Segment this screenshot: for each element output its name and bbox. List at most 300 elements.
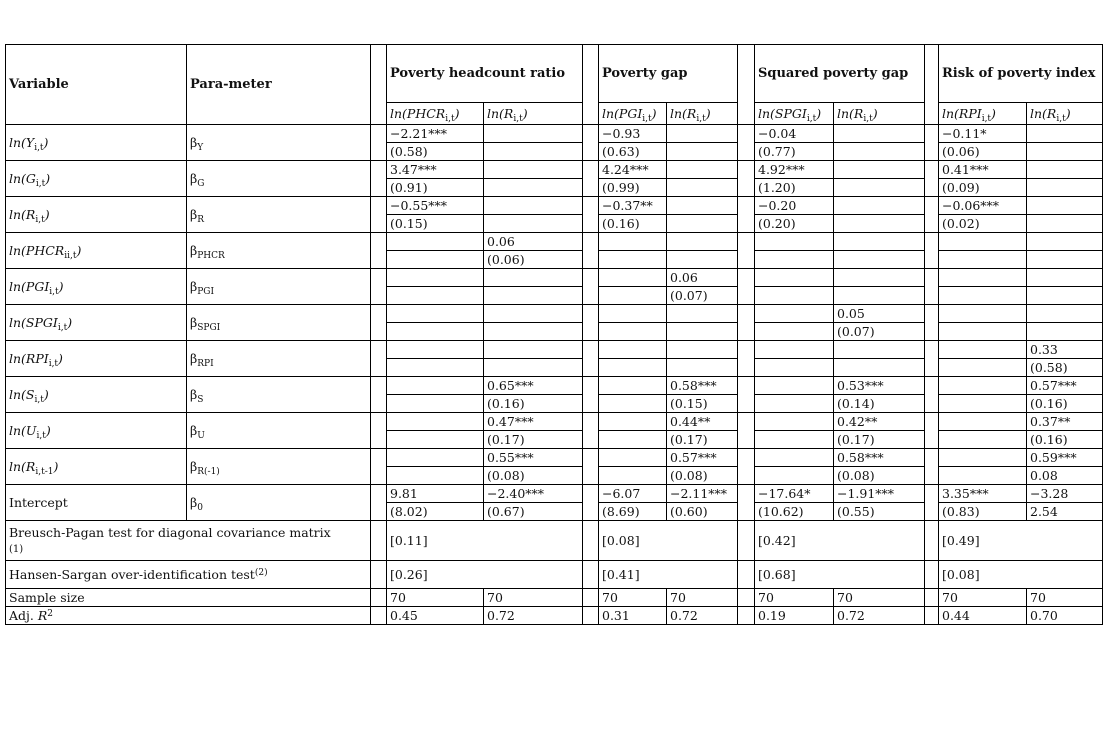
coefficient-cell	[599, 233, 667, 251]
variable-index: ii,t	[64, 251, 77, 261]
coefficient-cell	[387, 413, 484, 431]
std-error-cell	[834, 215, 925, 233]
stat-value: 0.45	[387, 607, 484, 625]
std-error-cell: (0.16)	[1027, 395, 1103, 413]
variable-close: )	[43, 387, 49, 402]
coefficient-cell	[755, 269, 834, 287]
std-error-cell: (0.20)	[755, 215, 834, 233]
parameter-symbol: $\beta_{R(-1)}$	[187, 449, 371, 485]
coefficient-cell	[1027, 305, 1103, 323]
std-error-cell	[1027, 251, 1103, 269]
column-separator	[738, 561, 755, 589]
column-separator	[371, 561, 387, 589]
coefficient-cell	[599, 449, 667, 467]
std-error-cell	[667, 251, 738, 269]
sample-size-text: Sample size	[9, 590, 85, 605]
adj-r2-sup: 2	[47, 609, 54, 619]
coefficient-cell: 9.81	[387, 485, 484, 503]
std-error-cell	[484, 359, 583, 377]
column-subheader: $\ln(PGI_{i,t})$	[599, 103, 667, 125]
column-separator	[371, 305, 387, 341]
stat-value: 70	[387, 589, 484, 607]
stat-value: 0.72	[834, 607, 925, 625]
stat-value: 70	[834, 589, 925, 607]
std-error-cell: (0.16)	[599, 215, 667, 233]
coefficient-cell	[484, 341, 583, 359]
column-separator	[925, 269, 939, 305]
parameter-index: Y	[197, 143, 204, 153]
coefficient-cell: 0.59***	[1027, 449, 1103, 467]
coefficient-cell	[755, 305, 834, 323]
coefficient-cell: −0.04	[755, 125, 834, 143]
coefficient-cell	[599, 341, 667, 359]
stat-value: 70	[755, 589, 834, 607]
coefficient-cell	[834, 269, 925, 287]
coefficient-cell: 0.06	[667, 269, 738, 287]
std-error-cell: (0.02)	[939, 215, 1027, 233]
std-error-cell: (0.09)	[939, 179, 1027, 197]
column-subheader: $\ln(SPGI_{i,t})$	[755, 103, 834, 125]
std-error-cell	[667, 215, 738, 233]
intercept-label: Intercept	[6, 485, 187, 521]
column-separator	[583, 607, 599, 625]
column-separator	[738, 161, 755, 197]
column-separator	[583, 449, 599, 485]
table-row	[6, 485, 1103, 503]
sample-size-row-label	[6, 589, 371, 607]
coefficient-cell: 0.65***	[484, 377, 583, 395]
variable-base: ln(PHCR	[9, 243, 65, 258]
column-separator	[371, 45, 387, 125]
std-error-cell	[834, 251, 925, 269]
std-error-cell: (0.17)	[667, 431, 738, 449]
std-error-cell: (0.08)	[667, 467, 738, 485]
stat-value: 70	[667, 589, 738, 607]
coefficient-cell: 0.06	[484, 233, 583, 251]
column-separator	[583, 125, 599, 161]
coefficient-cell: −0.11*	[939, 125, 1027, 143]
column-separator	[371, 197, 387, 233]
adj-r2-row	[6, 607, 1103, 625]
std-error-cell: 0.08	[1027, 467, 1103, 485]
coefficient-cell	[755, 449, 834, 467]
column-subheader: $\ln(R_{i,t})$	[834, 103, 925, 125]
parameter-symbol: $\beta_{PHCR}$	[187, 233, 371, 269]
group-header: Risk of poverty index	[939, 45, 1103, 103]
coefficient-cell: 0.58***	[834, 449, 925, 467]
column-separator	[583, 485, 599, 521]
parameter-symbol: $\beta_S$	[187, 377, 371, 413]
coefficient-cell	[387, 449, 484, 467]
std-error-cell: (0.06)	[939, 143, 1027, 161]
column-separator	[583, 305, 599, 341]
std-error-cell: (0.16)	[484, 395, 583, 413]
column-separator	[583, 521, 599, 561]
std-error-cell	[834, 359, 925, 377]
coefficient-cell: 0.53***	[834, 377, 925, 395]
column-separator	[371, 449, 387, 485]
std-error-cell	[387, 395, 484, 413]
test-p-value: [0.68]	[755, 561, 925, 589]
parameter-index: R(-1)	[197, 467, 220, 477]
test-p-value: [0.11]	[387, 521, 583, 561]
std-error-cell: (0.16)	[1027, 431, 1103, 449]
parameter-index: PHCR	[197, 251, 225, 261]
table-row	[6, 341, 1103, 359]
test-p-value: [0.08]	[939, 561, 1103, 589]
subheader-var: ln(R	[1030, 106, 1057, 121]
table-row	[6, 305, 1103, 323]
coefficient-cell: −2.11***	[667, 485, 738, 503]
column-separator	[925, 521, 939, 561]
column-separator	[925, 589, 939, 607]
column-separator	[583, 561, 599, 589]
std-error-cell: (8.69)	[599, 503, 667, 521]
hansen-sargan-row-label	[6, 561, 371, 589]
column-separator	[371, 233, 387, 269]
parameter-index: R	[197, 215, 205, 225]
column-subheader: $\ln(PHCR_{i,t})$	[387, 103, 484, 125]
stat-value: 70	[484, 589, 583, 607]
subheader-var: ln(R	[670, 106, 697, 121]
std-error-cell	[387, 467, 484, 485]
table-row	[6, 449, 1103, 467]
group-header: Squared poverty gap	[755, 45, 925, 103]
column-separator	[925, 197, 939, 233]
column-separator	[371, 161, 387, 197]
variable-close: )	[45, 423, 51, 438]
coefficient-cell	[834, 125, 925, 143]
header-parameter: Para-meter	[187, 45, 371, 125]
column-separator	[925, 561, 939, 589]
coefficient-cell	[484, 161, 583, 179]
variable-base: ln(SPGI	[9, 315, 58, 330]
subheader-var: ln(R	[487, 106, 514, 121]
coefficient-cell	[484, 125, 583, 143]
column-separator	[738, 485, 755, 521]
coefficient-cell: 0.47***	[484, 413, 583, 431]
test-p-value: [0.42]	[755, 521, 925, 561]
std-error-cell: (0.17)	[834, 431, 925, 449]
column-separator	[738, 341, 755, 377]
column-separator	[738, 413, 755, 449]
coefficient-cell	[834, 341, 925, 359]
variable-name	[6, 197, 187, 233]
coefficient-cell	[667, 161, 738, 179]
coefficient-cell: −6.07	[599, 485, 667, 503]
variable-close: )	[67, 315, 73, 330]
table-row	[6, 161, 1103, 179]
column-separator	[583, 161, 599, 197]
coefficient-cell	[667, 125, 738, 143]
coefficient-cell	[939, 341, 1027, 359]
coefficient-cell: 0.57***	[1027, 377, 1103, 395]
std-error-cell	[599, 467, 667, 485]
column-subheader: $\ln(RPI_{i,t})$	[939, 103, 1027, 125]
table-row	[6, 197, 1103, 215]
std-error-cell	[599, 431, 667, 449]
coefficient-cell: 0.05	[834, 305, 925, 323]
std-error-cell	[1027, 143, 1103, 161]
parameter-symbol: $\beta_Y$	[187, 125, 371, 161]
coefficient-cell	[599, 377, 667, 395]
coefficient-cell: −0.06***	[939, 197, 1027, 215]
coefficient-cell	[667, 197, 738, 215]
breusch-pagan-row	[6, 521, 1103, 561]
hansen-sargan-row-note: (2)	[254, 568, 268, 578]
subheader-index: i,t	[1056, 114, 1066, 124]
subheader-index: i,t	[981, 114, 992, 124]
test-p-value: [0.08]	[599, 521, 738, 561]
variable-index: i,t	[49, 287, 59, 297]
coefficient-cell	[834, 197, 925, 215]
variable-base: ln(R	[9, 207, 36, 222]
coefficient-cell	[484, 197, 583, 215]
std-error-cell	[667, 179, 738, 197]
std-error-cell: (0.67)	[484, 503, 583, 521]
variable-index: i,t	[34, 143, 44, 153]
column-separator	[371, 413, 387, 449]
std-error-cell	[939, 323, 1027, 341]
column-separator	[925, 161, 939, 197]
column-separator	[583, 377, 599, 413]
column-separator	[371, 269, 387, 305]
column-separator	[371, 589, 387, 607]
std-error-cell: (0.15)	[387, 215, 484, 233]
stat-value: 70	[1027, 589, 1103, 607]
coefficient-cell: 0.33	[1027, 341, 1103, 359]
coefficient-cell: −3.28	[1027, 485, 1103, 503]
variable-name	[6, 341, 187, 377]
column-subheader: $\ln(R_{i,t})$	[484, 103, 583, 125]
coefficient-cell	[834, 161, 925, 179]
std-error-cell: (0.77)	[755, 143, 834, 161]
std-error-cell: (0.08)	[834, 467, 925, 485]
group-header: Poverty gap	[599, 45, 738, 103]
variable-close: )	[58, 351, 63, 366]
std-error-cell	[667, 143, 738, 161]
table-row	[6, 269, 1103, 287]
coefficient-cell	[387, 269, 484, 287]
subheader-index: i,t	[806, 114, 817, 124]
coefficient-cell: −0.55***	[387, 197, 484, 215]
test-p-value: [0.26]	[387, 561, 583, 589]
column-separator	[738, 377, 755, 413]
column-separator	[371, 607, 387, 625]
column-separator	[925, 125, 939, 161]
variable-name	[6, 161, 187, 197]
std-error-cell: (8.02)	[387, 503, 484, 521]
adj-r2-prefix: Adj.	[9, 608, 38, 623]
column-separator	[925, 485, 939, 521]
header-variable: Variable	[6, 45, 187, 125]
coefficient-cell: 3.47***	[387, 161, 484, 179]
variable-close: )	[76, 243, 82, 258]
coefficient-cell	[599, 269, 667, 287]
column-separator	[371, 125, 387, 161]
coefficient-cell: 0.55***	[484, 449, 583, 467]
coefficient-cell	[939, 413, 1027, 431]
coefficient-cell: 3.35***	[939, 485, 1027, 503]
std-error-cell: (0.58)	[1027, 359, 1103, 377]
std-error-cell	[755, 431, 834, 449]
coefficient-cell	[599, 305, 667, 323]
std-error-cell: (0.60)	[667, 503, 738, 521]
stat-value: 0.72	[667, 607, 738, 625]
std-error-cell: (0.55)	[834, 503, 925, 521]
parameter-symbol: $\beta_U$	[187, 413, 371, 449]
column-separator	[925, 45, 939, 125]
coefficient-cell	[939, 377, 1027, 395]
sample-size-row	[6, 589, 1103, 607]
stat-value: 0.31	[599, 607, 667, 625]
test-p-value: [0.41]	[599, 561, 738, 589]
std-error-cell: 2.54	[1027, 503, 1103, 521]
column-separator	[738, 233, 755, 269]
std-error-cell: (1.20)	[755, 179, 834, 197]
column-separator	[371, 341, 387, 377]
coefficient-cell	[1027, 233, 1103, 251]
coefficient-cell: −0.37**	[599, 197, 667, 215]
variable-base: ln(RPI	[9, 351, 49, 366]
std-error-cell: (0.17)	[484, 431, 583, 449]
coefficient-cell: 0.42**	[834, 413, 925, 431]
subheader-index: i,t	[445, 114, 455, 124]
parameter-symbol: $\beta_{RPI}$	[187, 341, 371, 377]
coefficient-cell: 4.24***	[599, 161, 667, 179]
stat-value: 0.44	[939, 607, 1027, 625]
std-error-cell	[939, 467, 1027, 485]
column-separator	[738, 589, 755, 607]
std-error-cell: (0.06)	[484, 251, 583, 269]
column-separator	[925, 607, 939, 625]
std-error-cell	[755, 287, 834, 305]
std-error-cell: (0.91)	[387, 179, 484, 197]
variable-close: )	[44, 207, 50, 222]
variable-index: i,t-1	[35, 467, 54, 477]
regression-results-table	[5, 44, 1103, 625]
variable-close: )	[58, 279, 64, 294]
subheader-var: ln(PGI	[602, 106, 643, 121]
column-separator	[738, 125, 755, 161]
stat-value: 70	[599, 589, 667, 607]
hansen-sargan-row	[6, 561, 1103, 589]
std-error-cell	[1027, 215, 1103, 233]
std-error-cell	[387, 359, 484, 377]
parameter-index: PGI	[197, 287, 215, 297]
variable-index: i,t	[36, 431, 46, 441]
coefficient-cell	[484, 305, 583, 323]
variable-base: ln(S	[9, 387, 35, 402]
variable-index: i,t	[57, 323, 68, 333]
column-separator	[738, 45, 755, 125]
parameter-symbol: $\beta_R$	[187, 197, 371, 233]
std-error-cell	[755, 467, 834, 485]
coefficient-cell: −1.91***	[834, 485, 925, 503]
coefficient-cell: 0.57***	[667, 449, 738, 467]
coefficient-cell	[939, 269, 1027, 287]
coefficient-cell	[1027, 197, 1103, 215]
coefficient-cell	[834, 233, 925, 251]
variable-base: ln(G	[9, 171, 36, 186]
column-separator	[925, 233, 939, 269]
hansen-sargan-row-text: Hansen-Sargan over-identification test	[9, 567, 255, 582]
std-error-cell	[387, 251, 484, 269]
std-error-cell: (0.07)	[667, 287, 738, 305]
column-separator	[371, 521, 387, 561]
variable-name	[6, 377, 187, 413]
std-error-cell	[939, 287, 1027, 305]
parameter-symbol: $\beta_G$	[187, 161, 371, 197]
std-error-cell: (0.14)	[834, 395, 925, 413]
subheader-index: i,t	[863, 114, 873, 124]
parameter-index: 0	[197, 503, 203, 513]
std-error-cell	[667, 323, 738, 341]
std-error-cell	[834, 287, 925, 305]
adj-r2-row-label	[6, 607, 371, 625]
parameter-index: SPGI	[197, 323, 221, 333]
std-error-cell	[939, 251, 1027, 269]
subheader-var: ln(RPI	[942, 106, 982, 121]
subheader-index: i,t	[642, 114, 652, 124]
coefficient-cell: −2.40***	[484, 485, 583, 503]
coefficient-cell	[755, 341, 834, 359]
parameter-index: U	[197, 431, 205, 441]
coefficient-cell	[484, 269, 583, 287]
variable-index: i,t	[34, 395, 44, 405]
coefficient-cell: −17.64*	[755, 485, 834, 503]
subheader-var: ln(SPGI	[758, 106, 807, 121]
variable-index: i,t	[48, 359, 59, 369]
parameter-symbol: $\beta_{SPGI}$	[187, 305, 371, 341]
std-error-cell	[484, 215, 583, 233]
group-header: Poverty headcount ratio	[387, 45, 583, 103]
coefficient-cell: −2.21***	[387, 125, 484, 143]
variable-name	[6, 125, 187, 161]
coefficient-cell	[667, 233, 738, 251]
variable-name	[6, 233, 187, 269]
coefficient-cell: 0.58***	[667, 377, 738, 395]
coefficient-cell	[667, 305, 738, 323]
std-error-cell	[599, 251, 667, 269]
coefficient-cell	[755, 233, 834, 251]
column-separator	[738, 305, 755, 341]
breusch-pagan-row-label	[6, 521, 371, 561]
coefficient-cell: 0.41***	[939, 161, 1027, 179]
stat-value: 0.72	[484, 607, 583, 625]
variable-name	[6, 413, 187, 449]
coefficient-cell	[387, 377, 484, 395]
parameter-index: S	[197, 395, 204, 405]
coefficient-cell	[387, 233, 484, 251]
parameter-index: G	[197, 179, 205, 189]
column-separator	[583, 197, 599, 233]
header-row	[6, 45, 1103, 103]
column-separator	[371, 377, 387, 413]
std-error-cell: (0.58)	[387, 143, 484, 161]
variable-name	[6, 305, 187, 341]
column-separator	[583, 233, 599, 269]
coefficient-cell	[599, 413, 667, 431]
std-error-cell	[484, 179, 583, 197]
table-row	[6, 377, 1103, 395]
column-subheader: $\ln(R_{i,t})$	[1027, 103, 1103, 125]
column-separator	[738, 449, 755, 485]
column-separator	[925, 377, 939, 413]
variable-name	[6, 449, 187, 485]
column-separator	[738, 521, 755, 561]
variable-index: i,t	[35, 179, 46, 189]
